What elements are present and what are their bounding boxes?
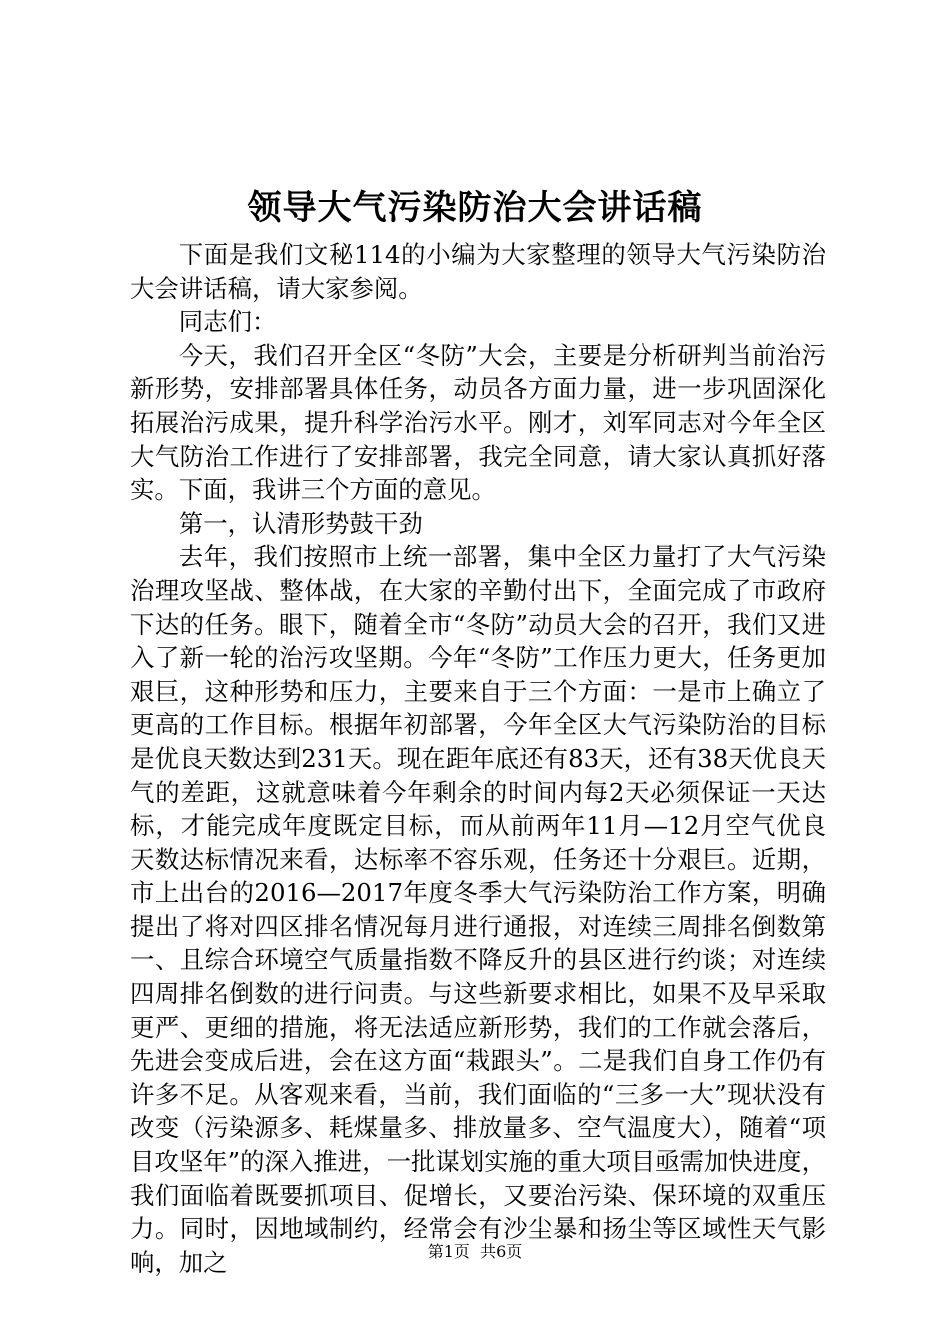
paragraph-intro: 下面是我们文秘114的小编为大家整理的领导大气污染防治大会讲话稿，请大家参阅。 <box>130 240 826 303</box>
document-body <box>130 238 826 1279</box>
section-heading-first: 第一，认清形势鼓干劲 <box>178 508 423 538</box>
paragraph-opening: 今天，我们召开全区“冬防”大会，主要是分析研判当前治污新形势，安排部署具体任务，动员各方面力量，进一步巩固深化拓展治污成果，提升科学治污水平。刚才，刘军同志对今年全区大气防治工作进行了安排部署，我完全同意，请大家认真抓好落实。下面，我讲三个方面的意见。 <box>130 340 826 505</box>
document-title: 领导大气污染防治大会讲话稿 <box>247 188 703 228</box>
paragraph-salutation: 同志们： <box>178 307 277 337</box>
paragraph-situation: 去年，我们按照市上统一部署，集中全区力量打了大气污染治理攻坚战、整体战，在大家的辛勤付出下，全面完成了市政府下达的任务。眼下，随着全市“冬防”动员大会的召开，我们又进入了新一轮的治污攻坚期。今年“冬防”工作压力更大，任务更加艰巨，这种形势和压力，主要来自于三个方面：一是市上确立了更高的工作目标。根据年初部署，今年全区大气污染防治的目标是优良天数达到231天。现在距年底还有83天，还有38天优良天气的差距，这就意味着今年剩余的时间内每2天必须保证一天达标，才能完成年度既定目标，而从前两年11月—12月空气优良天数达标情况来看，达标率不容乐观，任务还十分艰巨。近期，市上出台的2016—2017年度冬季大气污染防治工作方案，明确提出了将对四区排名情况每月进行通报，对连续三周排名倒数第一、且综合环境空气质量指数不降反升的县区进行约谈；对连续四周排名倒数的进行问责。与这些新要求相比，如果不及早采取更严、更细的措施，将无法适应新形势，我们的工作就会落后，先进会变成后进，会在这方面“栽跟头”。二是我们自身工作仍有许多不足。从客观来看，当前，我们面临的“三多一大”现状没有改变（污染源多、耗煤量多、排放量多、空气温度大），随着“项目攻坚年”的深入推进，一批谋划实施的重大项目亟需加快进度，我们面临着既要抓项目、促增长，又要治污染、保环境的双重压力。同时，因地域制约，经常会有沙尘暴和扬尘等区域性天气影响，加之 <box>130 542 826 1277</box>
page-total: 共6页 <box>480 1242 523 1261</box>
page-number: 第1页 <box>427 1242 470 1261</box>
page-footer <box>0 1242 950 1262</box>
